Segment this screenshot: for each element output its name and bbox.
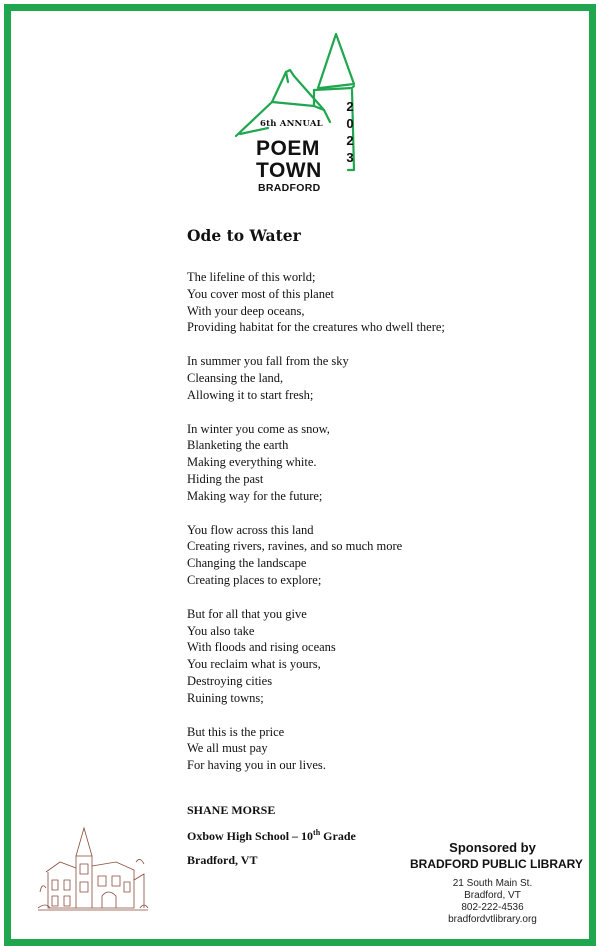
poem-line: In summer you fall from the sky	[187, 354, 349, 369]
poem-stanza	[187, 421, 507, 505]
grade-suffix: th	[313, 828, 321, 837]
poem-stanza	[187, 606, 507, 707]
poem-line: You also take	[187, 623, 255, 638]
poem-line: But for all that you give	[187, 606, 307, 621]
poem-line: We all must pay	[187, 741, 268, 756]
sponsor-website[interactable]: bradfordvtlibrary.org	[448, 914, 537, 925]
poem-line: In winter you come as snow,	[187, 421, 330, 436]
poem-line: Providing habitat for the creatures who dwell there;	[187, 320, 445, 335]
poem-line: Ruining towns;	[187, 690, 264, 705]
poem-stanza	[187, 269, 507, 336]
sponsor-address-street: 21 South Main St.	[452, 878, 533, 889]
poem-stanza	[187, 724, 507, 774]
library-building-sketch	[36, 822, 150, 914]
logo-bradford-word: BRADFORD	[258, 182, 321, 194]
poem-line: For having you in our lives.	[187, 758, 326, 773]
poem-line: Destroying cities	[187, 673, 273, 688]
poem-line: With floods and rising oceans	[187, 640, 336, 655]
year-digit: 0	[346, 116, 354, 131]
poem-line: But this is the price	[187, 724, 285, 739]
sponsor-address-city: Bradford, VT	[464, 890, 521, 901]
poem-line: You reclaim what is yours,	[187, 657, 321, 672]
sponsor-block	[410, 840, 583, 926]
poem-title: Ode to Water	[187, 226, 301, 245]
poem-line: Blanketing the earth	[187, 438, 289, 453]
poem-town-logo	[228, 30, 368, 200]
poem-line: Creating places to explore;	[187, 572, 322, 587]
poem-line: Creating rivers, ravines, and so much more	[187, 539, 403, 554]
year-digit: 2	[346, 133, 354, 148]
logo-annual-text: 6th ANNUAL	[260, 119, 323, 129]
logo-year	[344, 98, 356, 166]
poem-stanza	[187, 353, 507, 403]
logo-town-word: TOWN	[256, 159, 322, 182]
poem-line: Making everything white.	[187, 455, 317, 470]
author-school	[187, 828, 356, 844]
poem-line: Hiding the past	[187, 471, 264, 486]
logo-poem-word: POEM	[256, 137, 320, 160]
year-digit: 2	[346, 99, 354, 114]
poem-line: You cover most of this planet	[187, 286, 334, 301]
poem-stanza	[187, 522, 507, 589]
poem-line: You flow across this land	[187, 522, 314, 537]
author-name: SHANE MORSE	[187, 803, 276, 817]
poem-line: Making way for the future;	[187, 488, 323, 503]
poem-line: With your deep oceans,	[187, 303, 305, 318]
grade-word: Grade	[320, 829, 356, 843]
poem-line: Cleansing the land,	[187, 370, 284, 385]
author-location: Bradford, VT	[187, 853, 258, 867]
poem-line: Changing the landscape	[187, 556, 307, 571]
library-sketch-image	[36, 822, 150, 914]
year-digit: 3	[346, 150, 354, 165]
school-name: Oxbow High School – 10	[187, 829, 314, 843]
poem-body	[187, 269, 507, 791]
poem-line: The lifeline of this world;	[187, 270, 316, 284]
sponsor-phone: 802-222-4536	[461, 902, 524, 913]
sponsored-by-label: Sponsored by	[449, 840, 536, 855]
poem-line: Allowing it to start fresh;	[187, 387, 314, 402]
sponsor-library-name: BRADFORD PUBLIC LIBRARY	[410, 857, 583, 871]
